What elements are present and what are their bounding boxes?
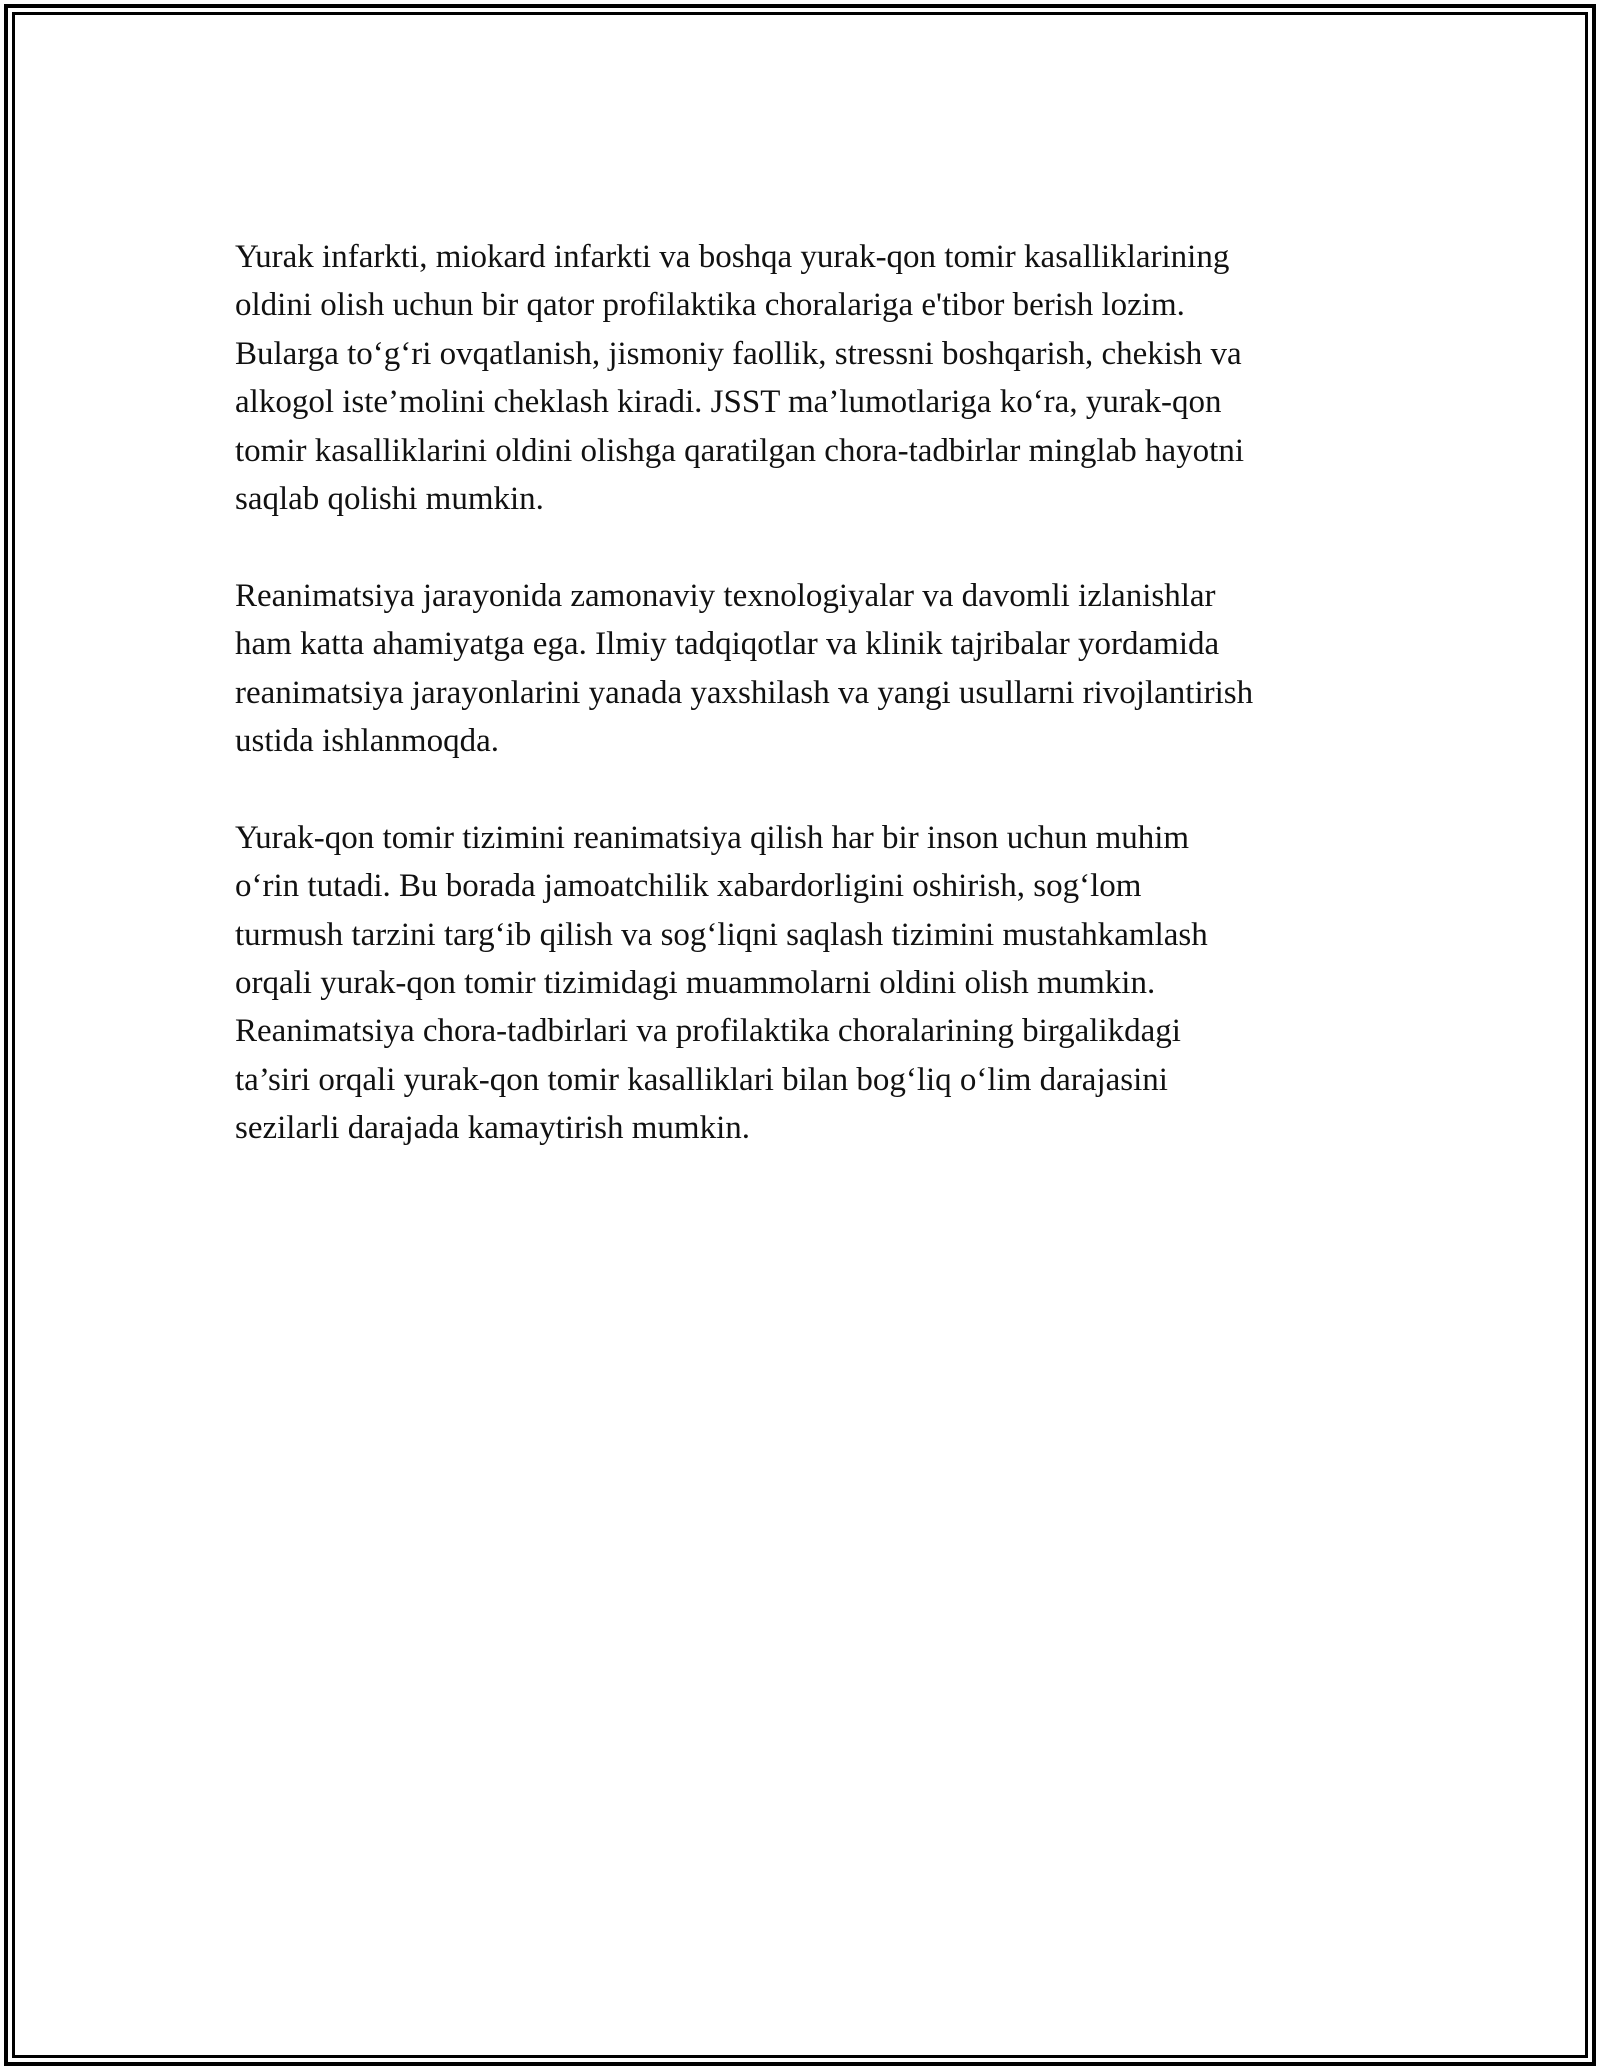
text-line: sezilarli darajada kamaytirish mumkin. [235, 1110, 750, 1147]
text-line: oldini olish uchun bir qator profilaktika choralariga e'tibor berish lozim. [235, 287, 1185, 324]
text-line: Reanimatsiya jarayonida zamonaviy texnologiyalar va davomli izlanishlar [235, 577, 1216, 614]
text-line: orqali yurak-qon tomir tizimidagi muammolarni oldini olish mumkin. [235, 965, 1156, 1002]
text-line: saqlab qolishi mumkin. [235, 481, 544, 518]
paragraph-conclusion [235, 814, 1395, 1153]
text-line: o‘rin tutadi. Bu borada jamoatchilik xabardorligini oshirish, sog‘lom [235, 868, 1142, 905]
paragraph-prevention [235, 233, 1395, 523]
document-body [235, 233, 1395, 1201]
text-line: tomir kasalliklarini oldini olishga qaratilgan chora-tadbirlar minglab hayotni [235, 432, 1244, 469]
paragraph-technology [235, 572, 1395, 766]
text-line: reanimatsiya jarayonlarini yanada yaxshilash va yangi usullarni rivojlantirish [235, 674, 1254, 711]
text-line: Bularga to‘g‘ri ovqatlanish, jismoniy faollik, stressni boshqarish, chekish va [235, 335, 1242, 372]
text-line: ham katta ahamiyatga ega. Ilmiy tadqiqotlar va klinik tajribalar yordamida [235, 626, 1220, 663]
text-line: alkogol iste’molini cheklash kiradi. JSST ma’lumotlariga ko‘ra, yurak-qon [235, 384, 1222, 421]
text-line: Reanimatsiya chora-tadbirlari va profilaktika choralarining birgalikdagi [235, 1013, 1181, 1050]
text-line: Yurak-qon tomir tizimini reanimatsiya qilish har bir inson uchun muhim [235, 819, 1190, 856]
text-line: ta’siri orqali yurak-qon tomir kasalliklari bilan bog‘liq o‘lim darajasini [235, 1061, 1168, 1098]
text-line: Yurak infarkti, miokard infarkti va boshqa yurak-qon tomir kasalliklarining [235, 239, 1230, 275]
text-line: turmush tarzini targ‘ib qilish va sog‘liqni saqlash tizimini mustahkamlash [235, 916, 1208, 953]
text-line: ustida ishlanmoqda. [235, 723, 499, 760]
